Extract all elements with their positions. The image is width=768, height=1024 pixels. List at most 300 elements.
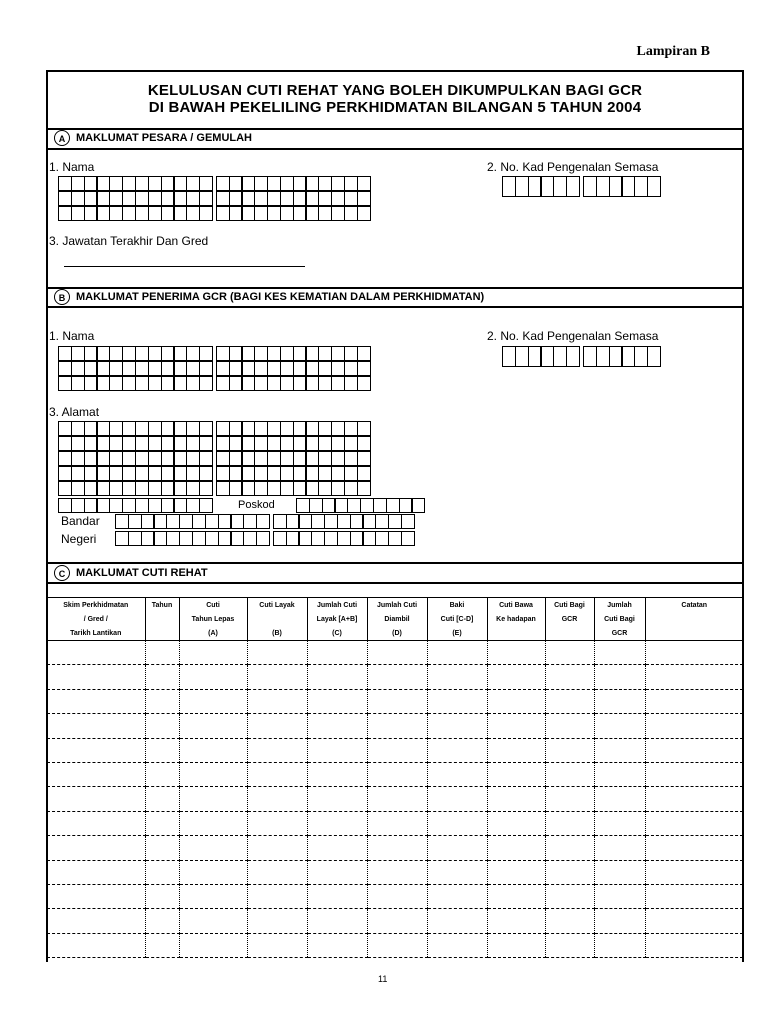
table-cell[interactable]: [427, 884, 487, 908]
section-a-position-label: 3. Jawatan Terakhir Dan Gred: [49, 234, 209, 248]
section-b-state-boxes[interactable]: [115, 531, 418, 546]
table-cell[interactable]: [307, 884, 367, 908]
table-cell[interactable]: [487, 884, 545, 908]
box-row: [58, 376, 374, 391]
leave-table-column-header: [545, 598, 594, 641]
table-cell[interactable]: [594, 811, 645, 835]
table-cell[interactable]: [247, 641, 307, 665]
table-cell[interactable]: [47, 762, 145, 786]
char-box[interactable]: [357, 436, 371, 451]
table-cell[interactable]: [545, 811, 594, 835]
section-a-badge: A: [54, 130, 70, 146]
box-row: [58, 498, 216, 513]
char-box[interactable]: [199, 466, 213, 481]
leave-table-column-header: [367, 598, 427, 641]
box-group: [58, 376, 212, 391]
table-cell[interactable]: [645, 884, 743, 908]
section-b-ic-label: 2. No. Kad Pengenalan Semasa: [487, 329, 659, 343]
table-cell[interactable]: [367, 714, 427, 738]
table-cell[interactable]: [247, 738, 307, 762]
box-group: [58, 481, 212, 496]
table-cell[interactable]: [145, 641, 179, 665]
char-box[interactable]: [357, 191, 371, 206]
divider: [46, 562, 744, 564]
char-box[interactable]: [357, 206, 371, 221]
char-box[interactable]: [357, 451, 371, 466]
char-box[interactable]: [199, 376, 213, 391]
table-cell[interactable]: [427, 665, 487, 689]
page-number: 11: [378, 974, 388, 984]
table-cell[interactable]: [179, 909, 247, 933]
column-header-line: Cuti Bagi: [604, 616, 635, 623]
table-cell[interactable]: [247, 836, 307, 860]
table-cell[interactable]: [594, 860, 645, 884]
box-row: [58, 176, 374, 191]
table-cell[interactable]: [545, 714, 594, 738]
box-row: [58, 361, 374, 376]
table-cell[interactable]: [247, 762, 307, 786]
table-cell[interactable]: [47, 836, 145, 860]
section-a-position-field[interactable]: [64, 266, 305, 267]
box-row: [296, 498, 428, 513]
column-header-line: Jumlah: [607, 602, 632, 609]
table-cell[interactable]: [307, 933, 367, 957]
table-cell[interactable]: [594, 909, 645, 933]
box-group: [58, 421, 212, 436]
table-cell[interactable]: [545, 689, 594, 713]
table-cell[interactable]: [645, 641, 743, 665]
section-b-city-label: Bandar: [61, 514, 100, 528]
table-cell[interactable]: [307, 811, 367, 835]
char-box[interactable]: [411, 498, 425, 513]
table-cell[interactable]: [367, 884, 427, 908]
column-header-line: Diambil: [384, 616, 410, 623]
char-box[interactable]: [199, 451, 213, 466]
table-cell[interactable]: [367, 787, 427, 811]
leave-table: [47, 598, 743, 958]
table-cell[interactable]: [427, 787, 487, 811]
box-group: [216, 451, 370, 466]
table-cell[interactable]: [545, 787, 594, 811]
box-row: [58, 436, 374, 451]
table-cell[interactable]: [545, 884, 594, 908]
section-b-ic-boxes[interactable]: [502, 346, 664, 367]
table-cell[interactable]: [487, 665, 545, 689]
char-box[interactable]: [199, 481, 213, 496]
char-box[interactable]: [256, 514, 270, 529]
table-cell[interactable]: [247, 811, 307, 835]
table-row: [47, 860, 743, 884]
char-box[interactable]: [199, 191, 213, 206]
column-header-line: Cuti [C-D]: [440, 616, 474, 623]
box-row: [115, 514, 418, 529]
table-cell[interactable]: [594, 884, 645, 908]
table-cell[interactable]: [645, 836, 743, 860]
box-group: [583, 176, 660, 197]
column-header-line: (C): [332, 630, 342, 637]
box-group: [58, 191, 212, 206]
leave-table-column-header: [47, 598, 145, 641]
column-header-line: (B): [272, 630, 282, 637]
table-cell[interactable]: [545, 641, 594, 665]
table-cell[interactable]: [247, 860, 307, 884]
section-b-poskod-label: Poskod: [238, 499, 275, 511]
box-row: [502, 176, 664, 197]
table-cell[interactable]: [545, 665, 594, 689]
table-cell[interactable]: [645, 689, 743, 713]
box-group: [58, 346, 212, 361]
table-cell[interactable]: [594, 738, 645, 762]
leave-table-column-header: [307, 598, 367, 641]
column-header-line: (D): [392, 630, 402, 637]
char-box[interactable]: [199, 436, 213, 451]
column-header-line: Jumlah Cuti: [376, 602, 418, 609]
char-box[interactable]: [566, 346, 580, 367]
table-cell[interactable]: [545, 762, 594, 786]
char-box[interactable]: [401, 531, 415, 546]
box-group: [583, 346, 660, 367]
table-cell[interactable]: [247, 665, 307, 689]
table-cell[interactable]: [367, 909, 427, 933]
box-group: [216, 466, 370, 481]
box-group: [58, 176, 212, 191]
table-cell[interactable]: [594, 787, 645, 811]
section-b-state-label: Negeri: [61, 532, 97, 546]
table-row: [47, 665, 743, 689]
column-header-line: Cuti: [206, 602, 220, 609]
table-cell[interactable]: [367, 836, 427, 860]
box-row: [58, 191, 374, 206]
column-header-line: (A): [208, 630, 218, 637]
table-cell[interactable]: [145, 665, 179, 689]
table-cell[interactable]: [367, 762, 427, 786]
leave-table-header: [47, 598, 743, 641]
table-cell[interactable]: [594, 665, 645, 689]
table-cell[interactable]: [545, 933, 594, 957]
table-cell[interactable]: [427, 762, 487, 786]
table-cell[interactable]: [145, 738, 179, 762]
section-c-header: [54, 565, 208, 581]
table-cell[interactable]: [307, 860, 367, 884]
box-group: [115, 514, 269, 529]
table-cell[interactable]: [487, 933, 545, 957]
table-cell[interactable]: [247, 884, 307, 908]
column-header-line: [248, 612, 307, 626]
table-cell[interactable]: [594, 714, 645, 738]
section-b-header: [54, 289, 484, 305]
table-cell[interactable]: [427, 738, 487, 762]
table-cell[interactable]: [247, 909, 307, 933]
table-cell[interactable]: [307, 738, 367, 762]
section-a-header: [54, 130, 252, 146]
box-group: [216, 376, 370, 391]
table-cell[interactable]: [367, 811, 427, 835]
table-cell[interactable]: [645, 665, 743, 689]
table-cell[interactable]: [47, 787, 145, 811]
table-row: [47, 787, 743, 811]
table-cell[interactable]: [179, 811, 247, 835]
char-box[interactable]: [357, 481, 371, 496]
table-cell[interactable]: [307, 909, 367, 933]
table-cell[interactable]: [307, 665, 367, 689]
table-cell[interactable]: [307, 641, 367, 665]
table-cell[interactable]: [645, 909, 743, 933]
char-box[interactable]: [256, 531, 270, 546]
box-group: [58, 451, 212, 466]
table-cell[interactable]: [367, 665, 427, 689]
table-cell[interactable]: [427, 641, 487, 665]
leave-table-column-header: [247, 598, 307, 641]
table-cell[interactable]: [47, 714, 145, 738]
section-b-name-boxes[interactable]: [58, 346, 374, 391]
table-row: [47, 811, 743, 835]
column-header-line: Cuti Bagi: [554, 602, 585, 609]
char-box[interactable]: [199, 498, 213, 513]
table-cell[interactable]: [645, 762, 743, 786]
column-header-line: [146, 626, 179, 640]
table-cell[interactable]: [179, 762, 247, 786]
table-cell[interactable]: [367, 738, 427, 762]
table-cell[interactable]: [47, 884, 145, 908]
table-cell[interactable]: [179, 787, 247, 811]
table-cell[interactable]: [47, 689, 145, 713]
section-b-poskod-prefix-boxes[interactable]: [58, 498, 216, 513]
table-cell[interactable]: [427, 689, 487, 713]
column-header-line: [488, 626, 545, 640]
table-cell[interactable]: [145, 933, 179, 957]
table-row: [47, 836, 743, 860]
table-row: [47, 933, 743, 957]
table-cell[interactable]: [594, 933, 645, 957]
box-group: [502, 346, 579, 367]
table-cell[interactable]: [47, 665, 145, 689]
table-cell[interactable]: [247, 933, 307, 957]
table-cell[interactable]: [594, 689, 645, 713]
box-group: [216, 191, 370, 206]
section-a-ic-label: 2. No. Kad Pengenalan Semasa: [487, 160, 659, 174]
table-cell[interactable]: [247, 787, 307, 811]
table-cell[interactable]: [367, 689, 427, 713]
box-row: [58, 421, 374, 436]
table-cell[interactable]: [367, 860, 427, 884]
table-cell[interactable]: [47, 811, 145, 835]
table-cell[interactable]: [487, 641, 545, 665]
table-cell[interactable]: [645, 714, 743, 738]
char-box[interactable]: [357, 176, 371, 191]
column-header-line: [146, 612, 179, 626]
table-row: [47, 738, 743, 762]
column-header-line: [546, 626, 594, 640]
char-box[interactable]: [357, 361, 371, 376]
table-row: [47, 641, 743, 665]
column-header-line: / Gred /: [83, 616, 108, 623]
box-group: [216, 481, 370, 496]
leave-table-column-header: [487, 598, 545, 641]
table-cell[interactable]: [145, 689, 179, 713]
leave-table-column-header: [179, 598, 247, 641]
box-group: [502, 176, 579, 197]
char-box[interactable]: [357, 466, 371, 481]
table-row: [47, 884, 743, 908]
table-cell[interactable]: [145, 787, 179, 811]
table-cell[interactable]: [367, 641, 427, 665]
char-box[interactable]: [199, 346, 213, 361]
table-cell[interactable]: [487, 860, 545, 884]
table-row: [47, 689, 743, 713]
column-header-line: Catatan: [681, 602, 708, 609]
table-cell[interactable]: [145, 909, 179, 933]
box-group: [115, 531, 269, 546]
table-row: [47, 909, 743, 933]
table-cell[interactable]: [427, 811, 487, 835]
box-row: [115, 531, 418, 546]
section-b-poskod-boxes[interactable]: [296, 498, 428, 513]
table-cell[interactable]: [47, 738, 145, 762]
form-title-line-2: DI BAWAH PEKELILING PERKHIDMATAN BILANGAN 5 TAHUN 2004: [148, 99, 642, 116]
table-cell[interactable]: [545, 909, 594, 933]
divider: [46, 582, 744, 584]
table-cell[interactable]: [545, 738, 594, 762]
table-cell[interactable]: [427, 909, 487, 933]
column-header-line: (E): [452, 630, 462, 637]
char-box[interactable]: [199, 176, 213, 191]
section-b-city-boxes[interactable]: [115, 514, 418, 529]
section-a-name-label: 1. Nama: [49, 160, 95, 174]
table-cell[interactable]: [487, 714, 545, 738]
table-cell[interactable]: [307, 714, 367, 738]
char-box[interactable]: [647, 176, 661, 197]
table-cell[interactable]: [179, 884, 247, 908]
section-a-ic-boxes[interactable]: [502, 176, 664, 197]
table-cell[interactable]: [47, 933, 145, 957]
table-cell[interactable]: [145, 860, 179, 884]
table-cell[interactable]: [179, 689, 247, 713]
table-cell[interactable]: [47, 860, 145, 884]
table-cell[interactable]: [179, 933, 247, 957]
column-header-line: [646, 612, 744, 626]
table-cell[interactable]: [427, 714, 487, 738]
section-b-address-boxes[interactable]: [58, 421, 374, 496]
table-cell[interactable]: [47, 909, 145, 933]
table-cell[interactable]: [487, 836, 545, 860]
box-group: [58, 466, 212, 481]
char-box[interactable]: [357, 346, 371, 361]
char-box[interactable]: [357, 376, 371, 391]
char-box[interactable]: [357, 421, 371, 436]
table-cell[interactable]: [307, 762, 367, 786]
box-group: [216, 421, 370, 436]
table-cell[interactable]: [179, 641, 247, 665]
box-row: [58, 206, 374, 221]
box-group: [216, 361, 370, 376]
box-group: [296, 498, 424, 513]
table-cell[interactable]: [179, 665, 247, 689]
column-header-line: Jumlah Cuti: [316, 602, 358, 609]
table-cell[interactable]: [307, 787, 367, 811]
table-cell[interactable]: [427, 933, 487, 957]
table-cell[interactable]: [487, 762, 545, 786]
table-cell[interactable]: [179, 860, 247, 884]
table-cell[interactable]: [645, 811, 743, 835]
table-cell[interactable]: [427, 836, 487, 860]
leave-table-column-header: [645, 598, 743, 641]
leave-table-column-header: [427, 598, 487, 641]
char-box[interactable]: [199, 206, 213, 221]
section-a-name-boxes[interactable]: [58, 176, 374, 221]
leave-table-column-header: [145, 598, 179, 641]
table-cell[interactable]: [145, 762, 179, 786]
table-cell[interactable]: [367, 933, 427, 957]
column-header-line: Baki: [449, 602, 465, 609]
table-cell[interactable]: [545, 860, 594, 884]
divider: [46, 306, 744, 308]
box-row: [502, 346, 664, 367]
char-box[interactable]: [199, 361, 213, 376]
table-cell[interactable]: [179, 836, 247, 860]
table-cell[interactable]: [307, 689, 367, 713]
section-b-name-label: 1. Nama: [49, 329, 95, 343]
table-cell[interactable]: [145, 884, 179, 908]
char-box[interactable]: [647, 346, 661, 367]
box-group: [216, 436, 370, 451]
section-b-address-label: 3. Alamat: [49, 405, 100, 419]
table-cell[interactable]: [487, 787, 545, 811]
table-cell[interactable]: [645, 933, 743, 957]
box-group: [58, 498, 212, 513]
table-cell[interactable]: [645, 860, 743, 884]
column-header-line: Layak [A+B]: [316, 616, 358, 623]
column-header-line: Cuti Layak: [259, 602, 295, 609]
table-cell[interactable]: [594, 836, 645, 860]
table-cell[interactable]: [307, 836, 367, 860]
table-cell[interactable]: [645, 787, 743, 811]
table-cell[interactable]: [47, 641, 145, 665]
column-header-line: GCR: [561, 616, 578, 623]
table-cell[interactable]: [145, 836, 179, 860]
table-cell[interactable]: [594, 762, 645, 786]
divider: [46, 148, 744, 150]
table-cell[interactable]: [487, 689, 545, 713]
table-cell[interactable]: [145, 714, 179, 738]
table-cell[interactable]: [594, 641, 645, 665]
box-group: [216, 176, 370, 191]
table-cell[interactable]: [145, 811, 179, 835]
table-cell[interactable]: [487, 738, 545, 762]
section-a-title: MAKLUMAT PESARA / GEMULAH: [76, 132, 252, 144]
table-cell[interactable]: [179, 714, 247, 738]
column-header-line: Tahun Lepas: [191, 616, 235, 623]
table-cell[interactable]: [545, 836, 594, 860]
table-cell[interactable]: [427, 860, 487, 884]
table-cell[interactable]: [487, 811, 545, 835]
table-cell[interactable]: [247, 714, 307, 738]
table-cell[interactable]: [645, 738, 743, 762]
char-box[interactable]: [401, 514, 415, 529]
table-cell[interactable]: [487, 909, 545, 933]
box-group: [273, 531, 414, 546]
char-box[interactable]: [566, 176, 580, 197]
box-row: [58, 451, 374, 466]
box-row: [58, 481, 374, 496]
column-header-line: Tahun: [151, 602, 173, 609]
column-header-line: GCR: [611, 630, 628, 637]
table-cell[interactable]: [179, 738, 247, 762]
char-box[interactable]: [199, 421, 213, 436]
section-b-badge: B: [54, 289, 70, 305]
box-row: [58, 466, 374, 481]
box-group: [58, 361, 212, 376]
table-cell[interactable]: [247, 689, 307, 713]
